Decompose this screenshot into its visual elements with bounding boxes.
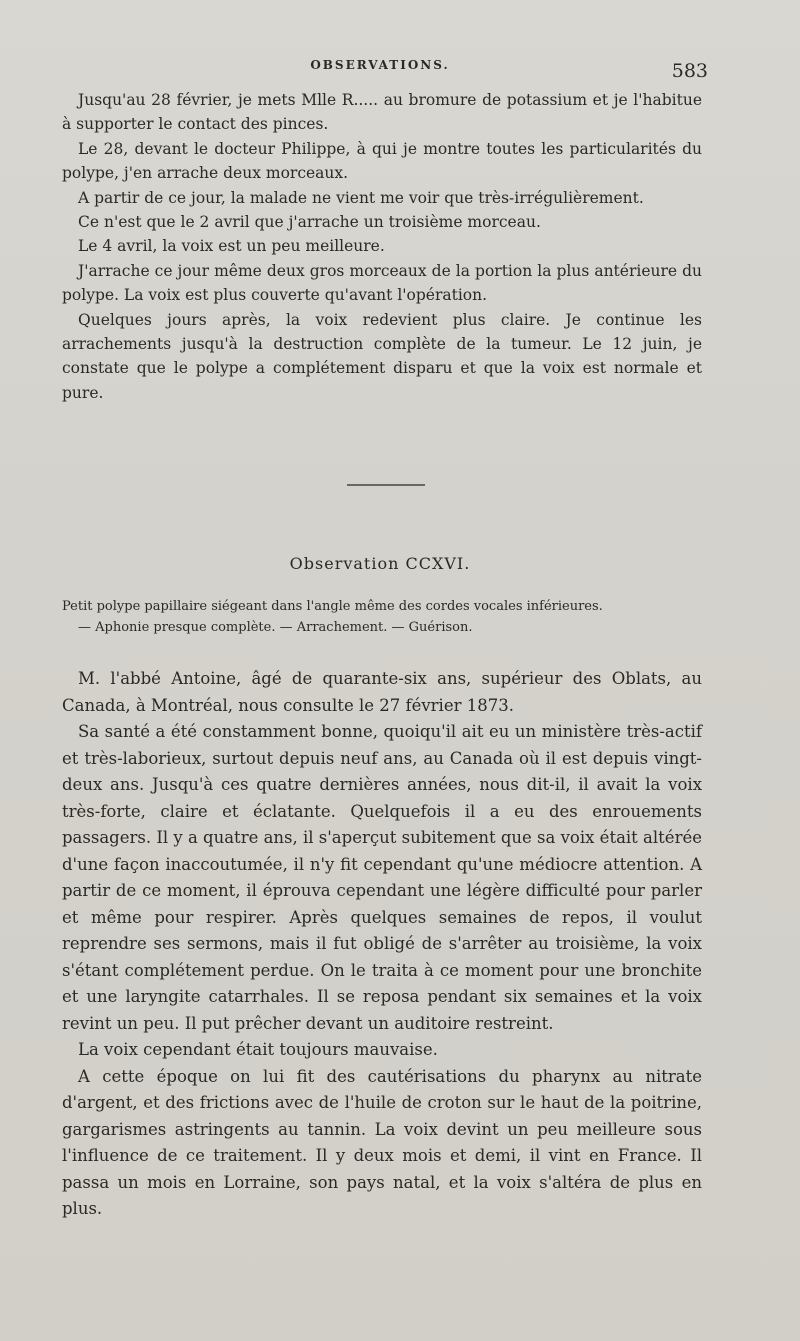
observation-summary [62,596,702,638]
paragraph: A cette époque on lui fit des cautérisations du pharynx au nitrate d'argent, et des frictions avec de l'huile de croton sur le haut de la poitrine, gargarismes astringents au tannin. La voix devint un peu meilleure sous l'influence de ce traitement. Il y deux mois et demi, il vint en France. Il passa un mois en Lorraine, son pays natal, et la voix s'altéra de plus en plus. [62,1066,702,1218]
summary-line: — Aphonie presque complète. — Arrachement. — Guérison. [78,620,473,635]
observation-body [62,666,702,1223]
running-head: OBSERVATIONS. [310,58,450,72]
section-divider [347,484,425,486]
paragraph: La voix cependant était toujours mauvaise. [78,1040,438,1059]
summary-line: Petit polype papillaire siégeant dans l'angle même des cordes vocales inférieures. [62,599,603,614]
previous-observation-conclusion [62,88,702,405]
paragraph: Quelques jours après, la voix redevient plus claire. Je continue les arrachements jusqu'à la destruction complète de la tumeur. Le 12 juin, je constate que le polype a complétement disparu et que la voix est normale et pure. [62,310,702,402]
paragraph: Sa santé a été constamment bonne, quoiqu'il ait eu un ministère très-actif et très-laborieux, surtout depuis neuf ans, au Canada où il est depuis vingt-deux ans. Jusqu'à ces quatre dernières années, nous dit-il, il avait la voix très-forte, claire et éclatante. Quelquefois il a eu des enrouements passagers. Il y a quatre ans, il s'aperçut subitement que sa voix était altérée d'une façon inaccoutumée, il n'y fit cependant qu'une médiocre attention. A partir de ce moment, il éprouva cependant une légère difficulté pour parler et même pour respirer. Après quelques semaines de repos, il voulut reprendre ses sermons, mais il fut obligé de s'arrêter au troisième, la voix s'étant complétement perdue. On le traita à ce moment pour une bronchite et une laryngite catarrhales. Il se reposa pendant six semaines et la voix revint un peu. Il put prêcher devant un auditoire restreint. [62,722,702,1033]
paragraph: M. l'abbé Antoine, âgé de quarante-six ans, supérieur des Oblats, au Canada, à Montréal, nous consulte le 27 février 1873. [62,669,702,715]
paragraph: Jusqu'au 28 février, je mets Mlle R..... au bromure de potassium et je l'habitue à supporter le contact des pinces. [62,91,702,134]
paragraph: Le 4 avril, la voix est un peu meilleure. [78,237,385,256]
paragraph: J'arrache ce jour même deux gros morceaux de la portion la plus antérieure du polype. La voix est plus couverte qu'avant l'opération. [62,261,702,305]
page-number: 583 [671,60,708,82]
paragraph: Ce n'est que le 2 avril que j'arrache un troisième morceau. [78,213,541,232]
page-header [60,54,708,84]
paragraph: A partir de ce jour, la malade ne vient me voir que très-irrégulièrement. [78,188,644,207]
paragraph: Le 28, devant le docteur Philippe, à qui je montre toutes les particularités du polype, j'en arrache deux morceaux. [62,139,702,183]
observation-title: Observation CCXVI. [289,554,471,573]
